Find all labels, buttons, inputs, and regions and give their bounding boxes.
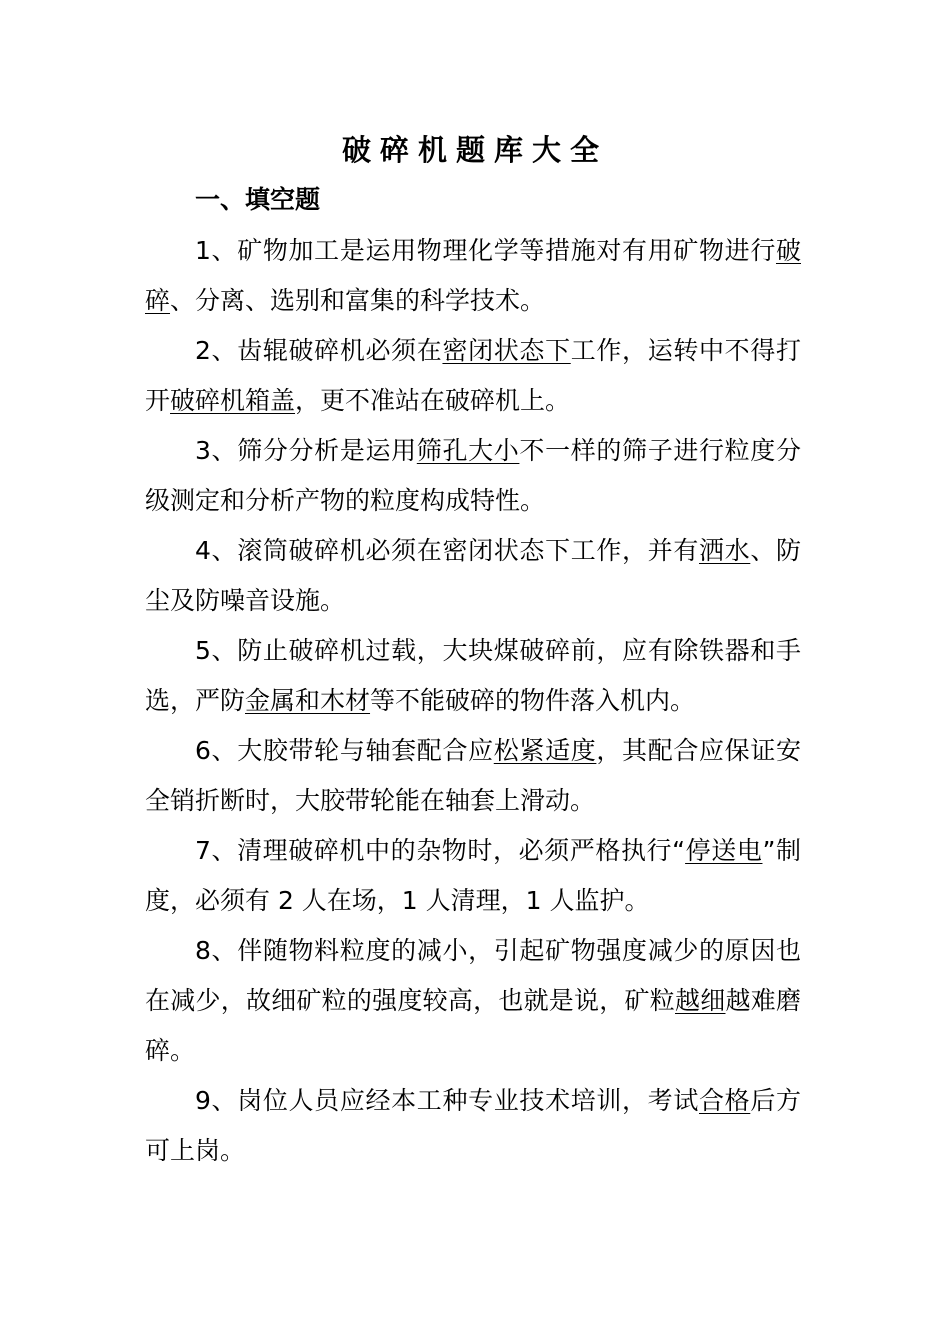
- question-text: 9、岗位人员应经本工种专业技术培训，考试: [195, 1086, 699, 1115]
- question-list: [145, 226, 801, 1176]
- question-text: 后方可上岗。: [145, 1086, 801, 1165]
- answer-blank: 破碎机箱盖: [170, 386, 296, 415]
- question-text: ，更不准站在破碎机上。: [295, 386, 571, 415]
- question-text: 8、伴随物料粒度的减小，引起矿物强度减少的原因也在减少，故细矿粒的强度较高，也就是说，矿粒: [145, 936, 801, 1015]
- question-9: [145, 1076, 801, 1176]
- question-text: 6、大胶带轮与轴套配合应: [195, 736, 494, 765]
- question-text: 7、清理破碎机中的杂物时，必须严格执行“: [195, 836, 686, 865]
- answer-blank: 密闭状态下: [442, 336, 571, 365]
- question-4: [145, 526, 801, 626]
- answer-blank: 停送电: [685, 836, 763, 865]
- answer-blank: 金属和木材: [245, 686, 371, 715]
- question-3: [145, 426, 801, 526]
- question-2: [145, 326, 801, 426]
- answer-blank: 合格: [699, 1086, 751, 1115]
- document-title: 破碎机题库大全: [341, 133, 608, 167]
- question-text: ”制度，必须有 2 人在场，1 人清理，1 人监护。: [145, 836, 802, 915]
- question-7: [145, 826, 801, 926]
- answer-blank: 洒水: [699, 536, 751, 565]
- question-text: 1、矿物加工是运用物理化学等措施对有用矿物进行: [195, 236, 776, 265]
- question-text: 工作，运转中不得打开: [145, 336, 801, 415]
- answer-blank: 越细: [675, 986, 726, 1015]
- answer-blank: 筛孔大小: [416, 436, 520, 465]
- question-8: [145, 926, 801, 1076]
- answer-blank: 松紧适度: [493, 736, 597, 765]
- question-text: 等不能破碎的物件落入机内。: [370, 686, 696, 715]
- section-heading-fill-in-blank: 一、填空题: [195, 185, 321, 214]
- question-1: [145, 226, 801, 326]
- question-text: 不一样的筛子进行粒度分级测定和分析产物的粒度构成特性。: [145, 436, 801, 515]
- question-text: 3、筛分分析是运用: [195, 436, 417, 465]
- question-text: 5、防止破碎机过载，大块煤破碎前，应有除铁器和手选，严防: [145, 636, 801, 715]
- question-5: [145, 626, 801, 726]
- question-text: 越难磨碎。: [145, 986, 801, 1065]
- question-text: 、分离、选别和富集的科学技术。: [170, 286, 546, 315]
- question-6: [145, 726, 801, 826]
- question-text: 2、齿辊破碎机必须在: [195, 336, 443, 365]
- question-text: ，其配合应保证安全销折断时，大胶带轮能在轴套上滑动。: [145, 736, 801, 815]
- question-text: 、防尘及防噪音设施。: [145, 536, 801, 615]
- question-text: 4、滚筒破碎机必须在密闭状态下工作，并有: [195, 536, 699, 565]
- answer-blank: 破碎: [145, 236, 801, 315]
